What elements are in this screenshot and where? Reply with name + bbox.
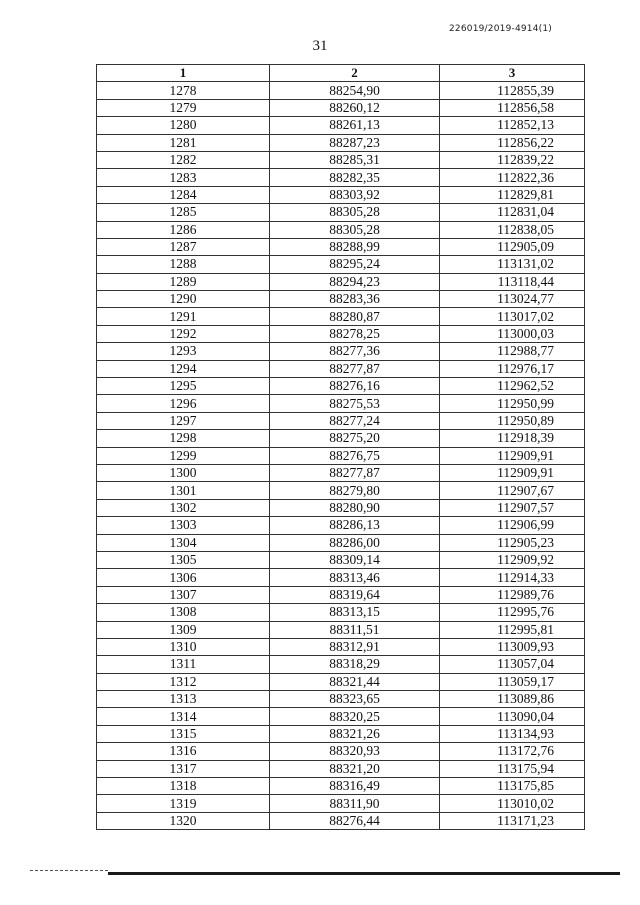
x-coordinate-cell: 88288,99 — [270, 238, 440, 255]
table-row — [97, 604, 585, 621]
y-coordinate-cell: 113134,93 — [440, 725, 585, 742]
point-number-cell: 1280 — [97, 117, 270, 134]
x-coordinate-cell: 88276,16 — [270, 378, 440, 395]
point-number-cell: 1303 — [97, 517, 270, 534]
y-coordinate-cell: 112838,05 — [440, 221, 585, 238]
point-number-cell: 1298 — [97, 430, 270, 447]
table-row — [97, 238, 585, 255]
table-row — [97, 395, 585, 412]
y-coordinate-cell: 113175,85 — [440, 778, 585, 795]
point-number-cell: 1288 — [97, 256, 270, 273]
y-coordinate-cell: 112988,77 — [440, 343, 585, 360]
point-number-cell: 1295 — [97, 378, 270, 395]
y-coordinate-cell: 113089,86 — [440, 691, 585, 708]
y-coordinate-cell: 113175,94 — [440, 760, 585, 777]
y-coordinate-cell: 113000,03 — [440, 325, 585, 342]
x-coordinate-cell: 88318,29 — [270, 656, 440, 673]
point-number-cell: 1315 — [97, 725, 270, 742]
table-row — [97, 569, 585, 586]
y-coordinate-cell: 113171,23 — [440, 812, 585, 829]
table-row — [97, 291, 585, 308]
x-coordinate-cell: 88260,12 — [270, 99, 440, 116]
x-coordinate-cell: 88323,65 — [270, 691, 440, 708]
y-coordinate-cell: 113057,04 — [440, 656, 585, 673]
x-coordinate-cell: 88286,00 — [270, 534, 440, 551]
page-number: 31 — [312, 38, 328, 54]
point-number-cell: 1281 — [97, 134, 270, 151]
table-row — [97, 743, 585, 760]
table-row — [97, 795, 585, 812]
point-number-cell: 1300 — [97, 464, 270, 481]
table-row — [97, 778, 585, 795]
y-coordinate-cell: 112856,58 — [440, 99, 585, 116]
footer-dashed-rule — [30, 870, 108, 871]
point-number-cell: 1313 — [97, 691, 270, 708]
table-row — [97, 151, 585, 168]
point-number-cell: 1307 — [97, 586, 270, 603]
table-row — [97, 691, 585, 708]
point-number-cell: 1283 — [97, 169, 270, 186]
point-number-cell: 1311 — [97, 656, 270, 673]
y-coordinate-cell: 112907,57 — [440, 499, 585, 516]
y-coordinate-cell: 113118,44 — [440, 273, 585, 290]
y-coordinate-cell: 112962,52 — [440, 378, 585, 395]
x-coordinate-cell: 88287,23 — [270, 134, 440, 151]
y-coordinate-cell: 112907,67 — [440, 482, 585, 499]
table-row — [97, 499, 585, 516]
point-number-cell: 1296 — [97, 395, 270, 412]
table-row — [97, 621, 585, 638]
x-coordinate-cell: 88276,44 — [270, 812, 440, 829]
table-row — [97, 99, 585, 116]
y-coordinate-cell: 112909,91 — [440, 447, 585, 464]
y-coordinate-cell: 112839,22 — [440, 151, 585, 168]
point-number-cell: 1299 — [97, 447, 270, 464]
table-row — [97, 186, 585, 203]
point-number-cell: 1284 — [97, 186, 270, 203]
table-row — [97, 273, 585, 290]
table-row — [97, 812, 585, 829]
y-coordinate-cell: 113024,77 — [440, 291, 585, 308]
table-header-row — [97, 65, 585, 82]
table-row — [97, 551, 585, 568]
x-coordinate-cell: 88280,87 — [270, 308, 440, 325]
point-number-cell: 1286 — [97, 221, 270, 238]
x-coordinate-cell: 88316,49 — [270, 778, 440, 795]
x-coordinate-cell: 88305,28 — [270, 204, 440, 221]
x-coordinate-cell: 88261,13 — [270, 117, 440, 134]
x-coordinate-cell: 88313,46 — [270, 569, 440, 586]
table-row — [97, 673, 585, 690]
table-row — [97, 256, 585, 273]
y-coordinate-cell: 112995,81 — [440, 621, 585, 638]
table-row — [97, 586, 585, 603]
table-row — [97, 169, 585, 186]
table-row — [97, 430, 585, 447]
point-number-cell: 1306 — [97, 569, 270, 586]
point-number-cell: 1316 — [97, 743, 270, 760]
x-coordinate-cell: 88285,31 — [270, 151, 440, 168]
y-coordinate-cell: 112905,23 — [440, 534, 585, 551]
point-number-cell: 1318 — [97, 778, 270, 795]
point-number-cell: 1302 — [97, 499, 270, 516]
y-coordinate-cell: 112829,81 — [440, 186, 585, 203]
x-coordinate-cell: 88275,53 — [270, 395, 440, 412]
column-header-2: 2 — [270, 65, 440, 82]
table-row — [97, 134, 585, 151]
x-coordinate-cell: 88312,91 — [270, 638, 440, 655]
point-number-cell: 1293 — [97, 343, 270, 360]
point-number-cell: 1310 — [97, 638, 270, 655]
table-row — [97, 534, 585, 551]
point-number-cell: 1292 — [97, 325, 270, 342]
x-coordinate-cell: 88295,24 — [270, 256, 440, 273]
y-coordinate-cell: 112822,36 — [440, 169, 585, 186]
table-row — [97, 82, 585, 99]
table-header — [97, 65, 585, 82]
point-number-cell: 1285 — [97, 204, 270, 221]
y-coordinate-cell: 113009,93 — [440, 638, 585, 655]
point-number-cell: 1297 — [97, 412, 270, 429]
y-coordinate-cell: 112855,39 — [440, 82, 585, 99]
table-row — [97, 221, 585, 238]
document-reference-number: 226019/2019-4914(1) — [449, 24, 552, 34]
y-coordinate-cell: 112856,22 — [440, 134, 585, 151]
y-coordinate-cell: 112906,99 — [440, 517, 585, 534]
point-number-cell: 1282 — [97, 151, 270, 168]
x-coordinate-cell: 88275,20 — [270, 430, 440, 447]
point-number-cell: 1294 — [97, 360, 270, 377]
x-coordinate-cell: 88277,87 — [270, 360, 440, 377]
table-row — [97, 464, 585, 481]
x-coordinate-cell: 88279,80 — [270, 482, 440, 499]
point-number-cell: 1305 — [97, 551, 270, 568]
point-number-cell: 1279 — [97, 99, 270, 116]
y-coordinate-cell: 112995,76 — [440, 604, 585, 621]
point-number-cell: 1278 — [97, 82, 270, 99]
table-row — [97, 360, 585, 377]
point-number-cell: 1319 — [97, 795, 270, 812]
column-header-1: 1 — [97, 65, 270, 82]
x-coordinate-cell: 88311,51 — [270, 621, 440, 638]
y-coordinate-cell: 113010,02 — [440, 795, 585, 812]
x-coordinate-cell: 88305,28 — [270, 221, 440, 238]
table-row — [97, 308, 585, 325]
table-body — [97, 82, 585, 830]
point-number-cell: 1301 — [97, 482, 270, 499]
point-number-cell: 1304 — [97, 534, 270, 551]
y-coordinate-cell: 113059,17 — [440, 673, 585, 690]
table-row — [97, 343, 585, 360]
x-coordinate-cell: 88320,25 — [270, 708, 440, 725]
y-coordinate-cell: 113017,02 — [440, 308, 585, 325]
table-row — [97, 204, 585, 221]
coordinates-table — [96, 64, 585, 830]
point-number-cell: 1320 — [97, 812, 270, 829]
column-header-3: 3 — [440, 65, 585, 82]
x-coordinate-cell: 88311,90 — [270, 795, 440, 812]
point-number-cell: 1289 — [97, 273, 270, 290]
x-coordinate-cell: 88294,23 — [270, 273, 440, 290]
y-coordinate-cell: 112950,99 — [440, 395, 585, 412]
point-number-cell: 1290 — [97, 291, 270, 308]
x-coordinate-cell: 88276,75 — [270, 447, 440, 464]
y-coordinate-cell: 113172,76 — [440, 743, 585, 760]
x-coordinate-cell: 88283,36 — [270, 291, 440, 308]
y-coordinate-cell: 113131,02 — [440, 256, 585, 273]
table-row — [97, 708, 585, 725]
x-coordinate-cell: 88303,92 — [270, 186, 440, 203]
point-number-cell: 1317 — [97, 760, 270, 777]
point-number-cell: 1291 — [97, 308, 270, 325]
y-coordinate-cell: 112852,13 — [440, 117, 585, 134]
table-row — [97, 325, 585, 342]
x-coordinate-cell: 88286,13 — [270, 517, 440, 534]
y-coordinate-cell: 112914,33 — [440, 569, 585, 586]
x-coordinate-cell: 88254,90 — [270, 82, 440, 99]
x-coordinate-cell: 88278,25 — [270, 325, 440, 342]
x-coordinate-cell: 88277,24 — [270, 412, 440, 429]
y-coordinate-cell: 112918,39 — [440, 430, 585, 447]
point-number-cell: 1309 — [97, 621, 270, 638]
table-row — [97, 117, 585, 134]
x-coordinate-cell: 88280,90 — [270, 499, 440, 516]
table-row — [97, 638, 585, 655]
table-row — [97, 412, 585, 429]
y-coordinate-cell: 112989,76 — [440, 586, 585, 603]
footer-rule — [108, 872, 620, 875]
point-number-cell: 1312 — [97, 673, 270, 690]
y-coordinate-cell: 112950,89 — [440, 412, 585, 429]
point-number-cell: 1287 — [97, 238, 270, 255]
y-coordinate-cell: 112905,09 — [440, 238, 585, 255]
point-number-cell: 1308 — [97, 604, 270, 621]
y-coordinate-cell: 112976,17 — [440, 360, 585, 377]
table-row — [97, 760, 585, 777]
table-row — [97, 378, 585, 395]
y-coordinate-cell: 112831,04 — [440, 204, 585, 221]
y-coordinate-cell: 112909,91 — [440, 464, 585, 481]
x-coordinate-cell: 88321,26 — [270, 725, 440, 742]
table-row — [97, 482, 585, 499]
x-coordinate-cell: 88277,87 — [270, 464, 440, 481]
point-number-cell: 1314 — [97, 708, 270, 725]
x-coordinate-cell: 88309,14 — [270, 551, 440, 568]
x-coordinate-cell: 88282,35 — [270, 169, 440, 186]
table-row — [97, 447, 585, 464]
x-coordinate-cell: 88321,20 — [270, 760, 440, 777]
x-coordinate-cell: 88319,64 — [270, 586, 440, 603]
x-coordinate-cell: 88321,44 — [270, 673, 440, 690]
y-coordinate-cell: 113090,04 — [440, 708, 585, 725]
table-row — [97, 725, 585, 742]
table-row — [97, 656, 585, 673]
y-coordinate-cell: 112909,92 — [440, 551, 585, 568]
x-coordinate-cell: 88320,93 — [270, 743, 440, 760]
table-row — [97, 517, 585, 534]
x-coordinate-cell: 88277,36 — [270, 343, 440, 360]
x-coordinate-cell: 88313,15 — [270, 604, 440, 621]
